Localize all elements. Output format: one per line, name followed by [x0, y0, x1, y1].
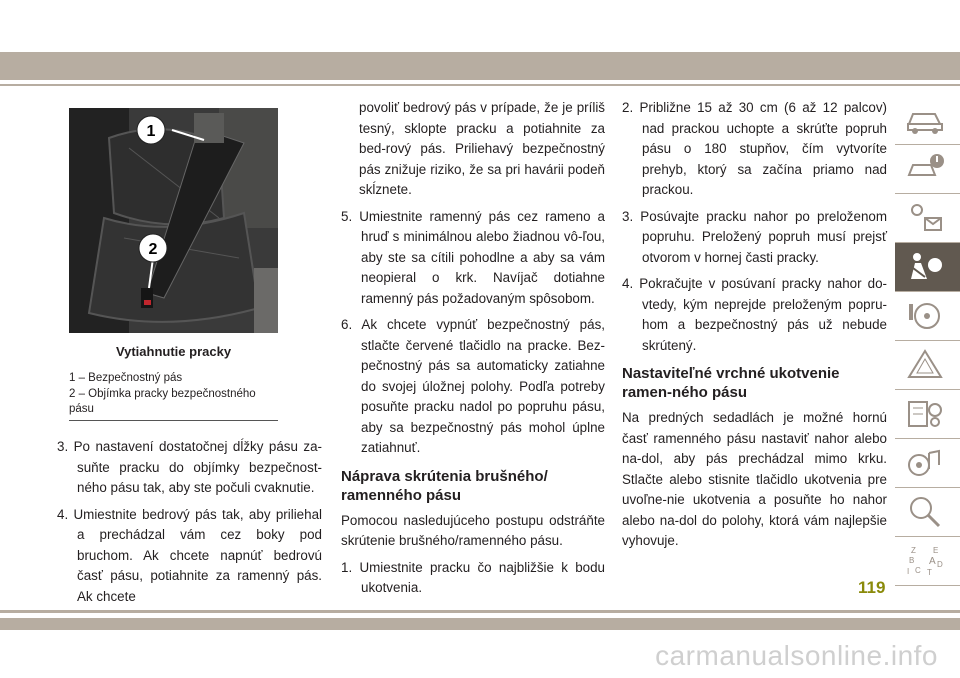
tab-driving[interactable] — [895, 292, 960, 341]
seat-airbag-icon — [905, 249, 945, 283]
figure-item-2: 2 – Objímka pracky bezpečnostného — [69, 388, 256, 400]
top-band-strip — [0, 52, 960, 80]
chapter-tabs — [895, 96, 960, 586]
figure-title: Vytiahnutie pracky — [115, 344, 232, 359]
caption-divider — [69, 420, 278, 421]
anchorage-body: Na predných sedadlách je možné hornú časť ramenného pásu nastaviť nahor alebo na-dol, aby pás prechádzal mimo krku. Stlačte alebo stisnite tlačidlo ukotvenia pre uvoľne-nie ukotvenia a posuňte ho nahor alebo na-dol do polohy, ktorá vám najlepšie vyhovuje. — [622, 410, 887, 548]
tab-emergency[interactable] — [895, 341, 960, 390]
tab-warning-lights[interactable] — [895, 145, 960, 194]
callout-2: 2 — [148, 241, 158, 258]
index-letters-icon — [905, 543, 945, 577]
column-1 — [57, 437, 322, 613]
twist-step-3: 3. Posúvajte pracku nahor po preloženom popruhu. Preložený popruh musí prejsť otvorom v hornej časti pracky. — [622, 208, 887, 265]
figure-item-1: 1 – Bezpečnostný pás — [69, 372, 183, 384]
warning-light-icon — [905, 151, 945, 185]
step-6: 6. Ak chcete vypnúť bezpečnostný pás, stlačte červené tlačidlo na pracke. Bez-pečnostný pás sa automaticky zatiahne do svojej úložnej polohy. Podľa potreby posuňte pracku nadol po popruhu pásu, aby sa bezpečnostný pás mohol úplne zatiahnuť. — [341, 317, 605, 455]
step-4: 4. Umiestnite bedrový pás tak, aby priliehal a prechádzal vám cez boky pod bruchom. Ak chcete napnúť bedrovú časť pásu, potiahnite za ramenný pás. Ak chcete — [57, 506, 322, 604]
index-letter-b: B — [909, 556, 915, 565]
callout-1: 1 — [146, 123, 156, 140]
page-number: 119 — [858, 578, 886, 597]
bottom-band — [0, 618, 960, 630]
dashboard-lights-icon — [905, 200, 945, 234]
twist-step-2: 2. Približne 15 až 30 cm (6 až 12 palcov) nad prackou uchopte a skrúťte popruh pásu o 180 stupňov, čím vytvoríte prehyb, ktorý sa začína priamo nad prackou. — [622, 100, 887, 197]
section-intro: Pomocou nasledujúceho postupu odstráňte skrútenie brušného/ramenného pásu. — [341, 512, 605, 548]
index-letter-a: A — [929, 556, 936, 567]
column-2 — [341, 98, 605, 605]
step-5: 5. Umiestnite ramenný pás cez rameno a hruď s minimálnou alebo žiadnou vô-ľou, aby ste sa cítili pohodlne a aby sa vám neopieral o krk. Navíjač dotiahne ramenný pás požadovaným spôsobom. — [341, 208, 605, 306]
tab-car[interactable] — [895, 96, 960, 145]
index-letter-e: E — [933, 546, 939, 555]
top-band — [0, 0, 960, 84]
tab-multimedia[interactable] — [895, 439, 960, 488]
tab-index[interactable] — [895, 537, 960, 586]
column-3 — [622, 98, 887, 552]
steering-wheel-icon — [905, 298, 945, 332]
maintenance-gear-icon — [905, 396, 945, 430]
car-icon — [905, 102, 945, 136]
search-icon — [905, 494, 945, 528]
tab-maintenance[interactable] — [895, 390, 960, 439]
section-heading-anchorage: Nastaviteľné vrchné ukotvenie ramen-ného pásu — [622, 365, 840, 401]
index-letter-d: D — [937, 560, 943, 569]
section-heading-twist: Náprava skrútenia brušného/ ramenného pásu — [341, 467, 548, 504]
tab-search[interactable] — [895, 488, 960, 537]
twist-step-4: 4. Pokračujte v posúvaní pracky nahor do-vtedy, kým neprejde preloženým popru-hom a bezpečnostný pás už nebude skrútený. — [622, 276, 887, 353]
tab-safety[interactable] — [895, 243, 960, 292]
figure-item-2-cont: pásu — [69, 403, 94, 415]
seat-belt-illustration — [69, 108, 278, 333]
step-4-continued: povoliť bedrový pás v prípade, že je príliš tesný, sklopte pracku a potiahnite za bed-rový pás. Priliehavý bezpečnostný pás znižuje riziko, že sa pri havárii podeň skĺznete. — [359, 100, 605, 197]
multimedia-music-icon — [905, 445, 945, 479]
hazard-triangle-icon — [905, 347, 945, 381]
index-letter-t: T — [927, 568, 932, 577]
bottom-band-line — [0, 610, 960, 613]
index-letter-i: I — [907, 567, 910, 576]
step-3: 3. Po nastavení dostatočnej dĺžky pásu za-suňte pracku do objímky bezpečnost-ného pásu tak, aby ste počuli cvaknutie. — [57, 439, 322, 495]
watermark: carmanualsonline.info — [655, 640, 938, 671]
index-letter-z: Z — [911, 546, 916, 555]
twist-step-1: 1. Umiestnite pracku čo najbližšie k bodu ukotvenia. — [341, 559, 605, 595]
tab-dashboard[interactable] — [895, 194, 960, 243]
top-band-line — [0, 84, 960, 86]
index-letter-c: C — [915, 566, 921, 575]
seat-belt-photo — [69, 108, 278, 333]
